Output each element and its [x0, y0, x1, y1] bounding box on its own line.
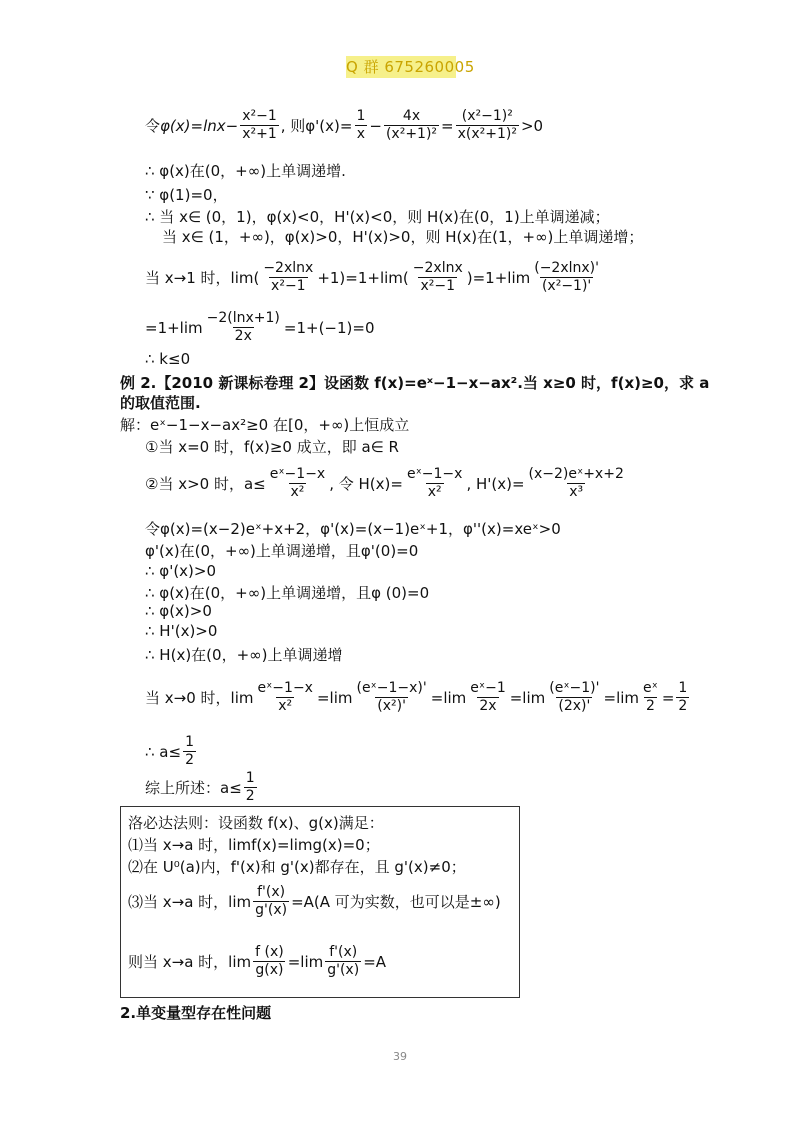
text: =lim	[287, 952, 324, 971]
text: ∴ a≤	[145, 742, 182, 761]
fraction: $\frac{\text{(x²−1)²}}{\text{x(x²+1)²}}$	[457, 108, 517, 142]
fraction: $\frac{f (x)}{g(x)}$	[255, 944, 284, 978]
rule-condition-1: ⑴当 x→a 时，limf(x)=limg(x)=0；	[128, 836, 380, 854]
rule-title: 洛必达法则：设函数 f(x)、g(x)满足：	[128, 814, 384, 832]
text: =lim	[316, 688, 353, 707]
proof-line-8: ∴ k≤0	[145, 350, 191, 368]
text: −	[369, 116, 382, 135]
rule-conclusion	[128, 944, 386, 979]
proof-line-6	[145, 260, 603, 295]
watermark: Q 群 675260005	[346, 58, 475, 76]
text: 当 x→1 时，lim(	[145, 269, 260, 287]
text: =A	[363, 952, 387, 971]
fraction: $\frac{4x}{\text{(x²+1)²}}$	[385, 108, 438, 142]
example-header-2: 的取值范围.	[120, 394, 201, 412]
fraction: $\frac{\text{eˣ−1}}{2x}$	[470, 680, 506, 714]
solution-line-6: ∴ φ'(x)>0	[145, 562, 217, 580]
proof-line-2: ∴ φ(x)在(0，+∞)上单调递增.	[145, 162, 346, 180]
fraction: $\frac{\text{(eˣ−1−x)'}}{\text{(x²)'}}$	[356, 680, 427, 714]
fraction: $\frac{\text{(eˣ−1)'}}{(2x)'}$	[549, 680, 600, 714]
text: =	[441, 116, 454, 135]
solution-line-11	[145, 680, 691, 715]
solution-line-1: 解：eˣ−1−x−ax²≥0 在[0，+∞)上恒成立	[120, 416, 410, 434]
text: 当 x→0 时，lim	[145, 689, 254, 707]
text: , 则φ'(x)=	[280, 117, 353, 135]
rule-condition-2: ⑵在 U⁰(a)内，f'(x)和 g'(x)都存在，且 g'(x)≠0；	[128, 858, 466, 876]
fraction: $\frac{\text{eˣ−1−x}}{\text{x²}}$	[257, 680, 313, 714]
fraction: $\frac{1}{2}$	[245, 770, 255, 804]
solution-conclusion	[145, 770, 259, 805]
text: φ	[160, 116, 170, 135]
fraction: $\frac{1}{x}$	[356, 108, 366, 142]
text: =A(A 可为实数，也可以是±∞)	[291, 893, 501, 911]
text: >0	[520, 116, 544, 135]
fraction: $\frac{f'(x)}{g'(x)}$	[255, 884, 288, 918]
solution-line-12	[145, 734, 198, 769]
solution-line-4: 令φ(x)=(x−2)eˣ+x+2，φ'(x)=(x−1)eˣ+1，φ''(x)=xeˣ>0	[145, 520, 561, 538]
fraction: $\frac{-2xlnx}{\text{x²−1}}$	[412, 260, 463, 294]
solution-line-5: φ'(x)在(0，+∞)上单调递增，且φ'(0)=0	[145, 542, 419, 560]
text: =1+(−1)=0	[283, 318, 375, 337]
solution-line-8: ∴ φ(x)>0	[145, 602, 212, 620]
text: =lim	[509, 688, 546, 707]
rule-condition-3	[128, 884, 501, 919]
text: =lim	[430, 688, 467, 707]
proof-line-3: ∵ φ(1)=0，	[145, 186, 228, 204]
text: 则当 x→a 时，lim	[128, 953, 252, 971]
proof-line-5: 当 x∈ (1，+∞)，φ(x)>0，H'(x)>0，则 H(x)在(1，+∞)上单调递增；	[162, 228, 644, 246]
text: +1)=1+lim(	[317, 268, 409, 287]
fraction: $\frac{1}{2}$	[185, 734, 194, 768]
page-number: 39	[393, 1050, 407, 1063]
text: (x)=lnx−	[169, 116, 239, 135]
fraction: $\frac{\text{(x−2)eˣ+x+2}}{\text{x³}}$	[528, 466, 624, 500]
fraction: $\frac{\text{eˣ−1−x}}{\text{x²}}$	[269, 466, 326, 500]
text: 令	[145, 117, 161, 135]
fraction: $\frac{-2(\ln x+1)}{2x}$	[206, 310, 280, 344]
example-header: 例 2.【2010 新课标卷理 2】设函数 f(x)=eˣ−1−x−ax².当 x≥0 时，f(x)≥0，求 a	[120, 374, 710, 392]
text: , H'(x)=	[466, 474, 525, 493]
fraction: $\frac{\text{eˣ}}{2}$	[643, 680, 658, 714]
solution-line-10: ∴ H(x)在(0，+∞)上单调递增	[145, 646, 343, 664]
text: =	[661, 688, 675, 707]
proof-line-7	[145, 310, 375, 345]
proof-line-4: ∴ 当 x∈ (0，1)，φ(x)<0，H'(x)<0，则 H(x)在(0，1)上单调递减；	[145, 208, 610, 226]
fraction: $\frac{(-2xlnx)'}{\text{(x²−1)'}}$	[534, 260, 599, 294]
solution-line-2: ①当 x=0 时，f(x)≥0 成立，即 a∈ R	[145, 438, 399, 456]
fraction: $\frac{1}{2}$	[678, 680, 688, 714]
text: =lim	[603, 688, 640, 707]
section-heading: 2.单变量型存在性问题	[120, 1004, 272, 1022]
text: ⑶当 x→a 时，lim	[128, 893, 252, 911]
solution-line-7: ∴ φ(x)在(0，+∞)上单调递增，且φ (0)=0	[145, 584, 430, 602]
text: , 令 H(x)=	[329, 475, 403, 493]
fraction: $\frac{-2xlnx}{\text{x²−1}}$	[263, 260, 314, 294]
text: =1+lim	[145, 318, 203, 337]
solution-line-3	[145, 466, 628, 501]
solution-line-9: ∴ H'(x)>0	[145, 622, 218, 640]
text: )=1+lim	[466, 268, 531, 287]
fraction: $\frac{f'(x)}{g'(x)}$	[327, 944, 360, 978]
fraction: $\frac{\text{x²−1}}{\text{x²+1}}$	[242, 108, 277, 142]
text: 综上所述：a≤	[145, 779, 242, 797]
text: ②当 x>0 时，a≤	[145, 475, 266, 493]
fraction: $\frac{\text{eˣ−1−x}}{\text{x²}}$	[406, 466, 463, 500]
proof-line-1	[145, 108, 543, 143]
